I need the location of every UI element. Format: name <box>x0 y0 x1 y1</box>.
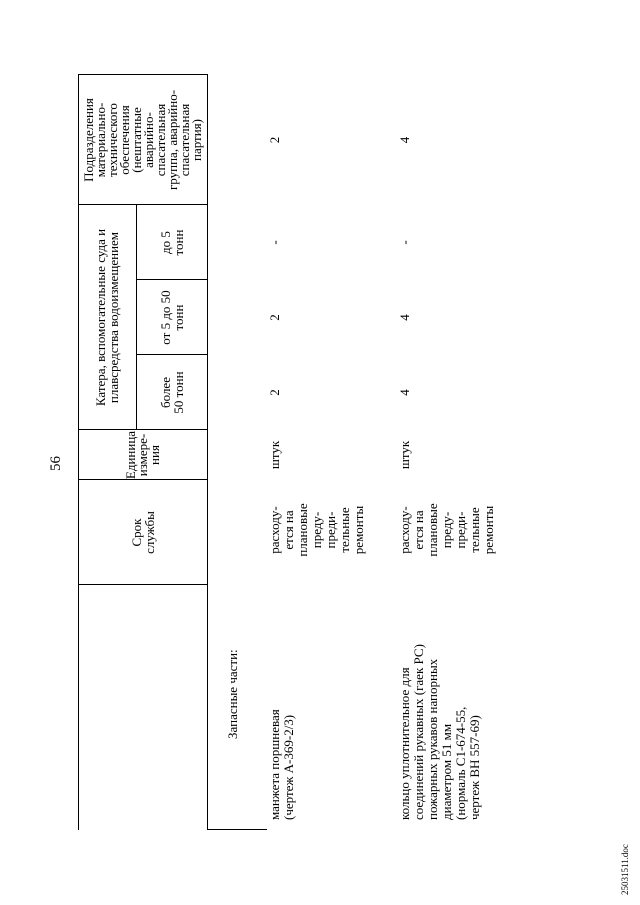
row1-unit: штук <box>267 440 282 470</box>
header-unit: Единица измере- ния <box>123 430 162 480</box>
header-5-to-50: от 5 до 50 тонн <box>158 290 186 345</box>
section-title: Запасные части: <box>225 649 240 739</box>
row1-over-50: 2 <box>267 389 282 396</box>
header-service-life: Срок службы <box>129 511 157 554</box>
row1-under-5: - <box>267 240 282 245</box>
row2-under-5: - <box>397 240 412 245</box>
header-material-units: Подразделения материально- технического обеспечения (нештатные аварийно- спасательная группа, аварийно- спасательная партия) <box>81 89 204 191</box>
row1-service-life: расходу- ется на плановые преду- преди- тельные ремонты <box>267 503 366 557</box>
row1-name: манжета поршневая (чертеж А-369-2/3) <box>267 709 296 820</box>
table-line <box>207 829 267 830</box>
row2-name: кольцо уплотнительное для соединений рукавных (гаек РС) пожарных рукавов напорных диаметром 51 мм (нормаль С1-674-55, чертеж ВН 557-69) <box>397 644 482 820</box>
header-over-50: более 50 тонн <box>158 371 186 414</box>
header-under-5: до 5 тонн <box>158 229 186 256</box>
row2-unit: штук <box>397 440 412 470</box>
row2-5-to-50: 4 <box>397 314 412 321</box>
row1-5-to-50: 2 <box>267 314 282 321</box>
page-number: 56 <box>48 456 64 471</box>
row2-over-50: 4 <box>397 389 412 396</box>
row2-material: 4 <box>397 136 412 144</box>
document-id: 25031511.doc <box>620 844 630 895</box>
header-vessel-group: Катера, вспомогательные суда и плавсредства водоизмещением <box>93 228 121 407</box>
row2-service-life: расходу- ется на плановые преду- преди- тельные ремонты <box>397 503 496 557</box>
row1-material: 2 <box>267 136 282 144</box>
